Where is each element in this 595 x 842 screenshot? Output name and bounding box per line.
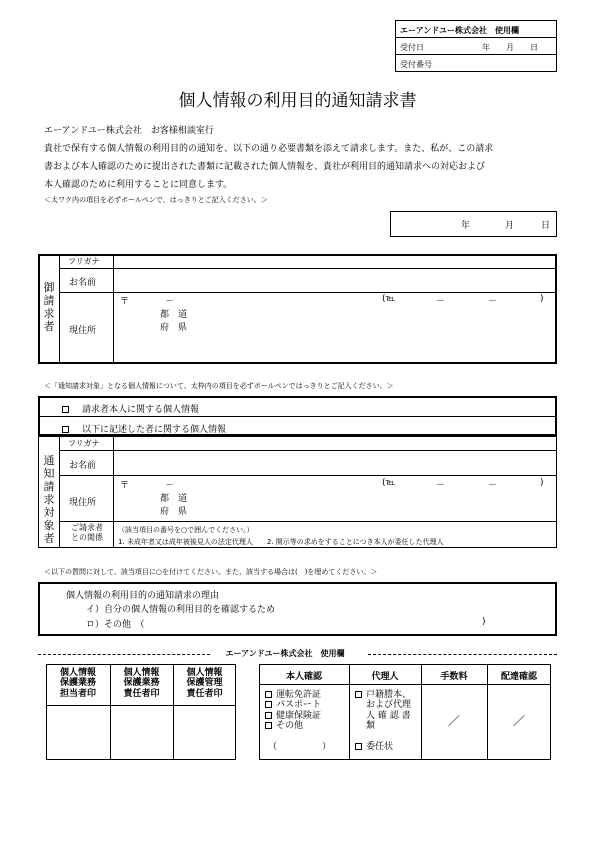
received-date-value: 年 月 日 bbox=[482, 43, 538, 52]
requester-pref-line1: 都 道 bbox=[160, 310, 188, 320]
requester-postal-mark: 〒 bbox=[120, 297, 130, 307]
requester-tel-close: ) bbox=[540, 294, 544, 304]
reason-option-check[interactable]: イ）自分の個人情報の利用目的を確認するため bbox=[86, 605, 276, 615]
target-option-other[interactable]: 以下に記述した者に関する個人情報 bbox=[62, 422, 226, 435]
seal-header-1: 個人情報 保護業務 担当者印 bbox=[59, 668, 96, 699]
intro-line-2: 書および本人確認のために提出された書類に記載された個人情報を、貴社が利用目的通知請求への対応および bbox=[44, 162, 486, 172]
checkbox-icon[interactable] bbox=[62, 406, 69, 413]
date-box[interactable] bbox=[390, 211, 557, 237]
checkbox-icon[interactable] bbox=[265, 722, 272, 729]
target-tel-open: (℡ bbox=[382, 478, 396, 488]
addressee: エーアンドユー株式会社 お客様相談室行 bbox=[44, 126, 214, 136]
receipt-number-label: 受付番号 bbox=[400, 60, 432, 69]
relation-label: ご請求者 との関係 bbox=[71, 523, 103, 543]
id-item-license[interactable]: 運転免許証 bbox=[265, 690, 321, 700]
target-note: ＜「通知請求対象」となる個人情報について、太枠内の項目を必ずボールペンではっきりとご記入ください。＞ bbox=[44, 382, 394, 390]
relation-instruction: （該当項目の番号を○で囲んでください。） bbox=[118, 526, 254, 534]
target-tel-close: ) bbox=[540, 478, 544, 488]
target-name-label: お名前 bbox=[69, 461, 97, 471]
footer-dash-left bbox=[38, 654, 210, 655]
checkbox-icon[interactable] bbox=[355, 691, 362, 698]
requester-tel-dash-1: － bbox=[436, 297, 446, 307]
target-pref-line1: 都 道 bbox=[160, 494, 188, 504]
received-date-label: 受付日 bbox=[400, 43, 424, 52]
agent-proxy[interactable]: 委任状 bbox=[355, 739, 393, 752]
checkbox-icon[interactable] bbox=[355, 743, 362, 750]
checkbox-icon[interactable] bbox=[265, 712, 272, 719]
checkbox-icon[interactable] bbox=[62, 426, 69, 433]
reason-heading: 個人情報の利用目的の通知請求の理由 bbox=[66, 591, 220, 601]
date-year: 年 bbox=[461, 221, 471, 231]
target-postal-dash: － bbox=[165, 481, 175, 491]
footer-dash-right bbox=[368, 654, 557, 655]
verify-header-delivery: 配達確認 bbox=[500, 672, 537, 682]
requester-name-field[interactable] bbox=[115, 270, 555, 291]
requester-name-label: お名前 bbox=[69, 278, 97, 288]
target-tel-dash-2: － bbox=[488, 481, 498, 491]
target-pref-line2: 府 県 bbox=[160, 507, 188, 517]
question-note: ＜以下の質問に対して、該当項目に○を付けてください。また、該当する場合は( )を埋めてください。＞ bbox=[44, 568, 378, 576]
target-side-label: 通 知 請 求 対 象 者 bbox=[43, 454, 55, 545]
target-tel-dash-1: － bbox=[436, 481, 446, 491]
requester-side-label: 御 請 求 者 bbox=[43, 281, 55, 333]
target-furigana-field[interactable] bbox=[115, 437, 555, 449]
checkbox-icon[interactable] bbox=[265, 701, 272, 708]
target-option-self[interactable]: 請求者本人に関する個人情報 bbox=[62, 402, 199, 415]
target-postal-mark: 〒 bbox=[120, 481, 130, 491]
relation-options[interactable]: 1. 未成年者又は成年被後見人の法定代理人 2. 開示等の求めをすることにつき本人が委任した代理人 bbox=[118, 538, 444, 546]
intro-line-1: 貴社で保有する個人情報の利用目的の通知を、以下の通り必要書類を添えて請求します。また、私が、この請求 bbox=[44, 144, 494, 154]
seal-header-3: 個人情報 保護管理 責任者印 bbox=[186, 668, 223, 699]
id-item-insurance[interactable]: 健康保険証 bbox=[265, 711, 321, 721]
date-month: 月 bbox=[505, 221, 515, 231]
seal-header-2: 個人情報 保護業務 責任者印 bbox=[123, 668, 160, 699]
verify-header-identity: 本人確認 bbox=[285, 672, 322, 682]
requester-tel-open: (℡ bbox=[382, 294, 396, 304]
requester-furigana-field[interactable] bbox=[115, 255, 555, 267]
id-item-passport[interactable]: パスポート bbox=[265, 700, 321, 710]
target-name-field[interactable] bbox=[115, 452, 555, 474]
target-address-label: 現住所 bbox=[69, 498, 97, 508]
document-title: 個人情報の利用目的通知請求書 bbox=[178, 91, 417, 111]
intro-line-3: 本人確認のために利用することに同意します。 bbox=[44, 180, 233, 190]
date-day: 日 bbox=[541, 221, 551, 231]
id-item-other[interactable]: その他 bbox=[265, 721, 321, 731]
requester-furigana-label: フリガナ bbox=[68, 257, 100, 266]
agent-docs[interactable]: 戸籍謄本、 および代理 人 確 認 書 類 bbox=[355, 690, 411, 731]
verify-header-fee: 手数料 bbox=[440, 672, 468, 682]
pen-note: ＜太ワク内の項目を必ずボールペンで、はっきりとご記入ください。＞ bbox=[44, 196, 268, 204]
target-furigana-label: フリガナ bbox=[68, 439, 100, 448]
id-other-paren[interactable]: （ ） bbox=[268, 742, 332, 752]
id-list bbox=[265, 690, 321, 731]
requester-postal-dash: － bbox=[165, 297, 175, 307]
reason-other-close: ) bbox=[482, 617, 486, 627]
delivery-slash: ／ bbox=[512, 714, 525, 728]
verify-header-agent: 代理人 bbox=[371, 672, 399, 682]
fee-slash: ／ bbox=[447, 714, 460, 728]
checkbox-icon[interactable] bbox=[265, 691, 272, 698]
requester-pref-line2: 府 県 bbox=[160, 323, 188, 333]
footer-divider-label: エーアンドユー株式会社 使用欄 bbox=[225, 649, 345, 658]
requester-address-label: 現住所 bbox=[69, 326, 97, 336]
office-use-title: エーアンドユー株式会社 使用欄 bbox=[400, 26, 519, 35]
requester-tel-dash-2: － bbox=[488, 297, 498, 307]
reason-option-other[interactable]: ロ）その他 （ bbox=[86, 620, 145, 630]
